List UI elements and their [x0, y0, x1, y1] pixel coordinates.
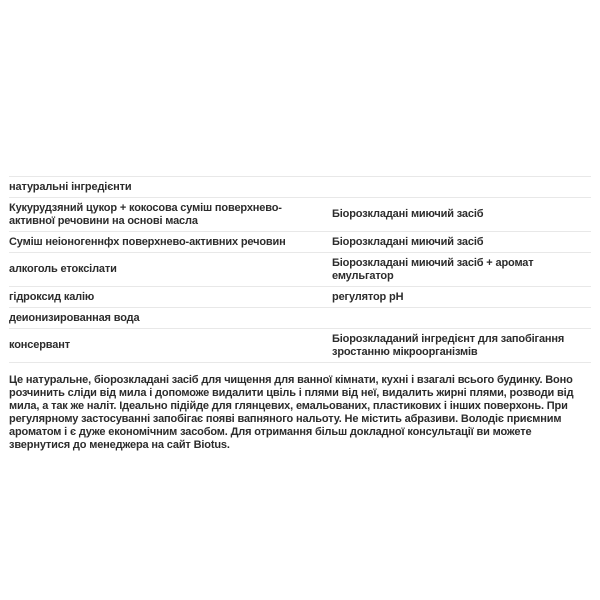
ingredient-name-cell: алкоголь етоксілати — [9, 263, 117, 275]
product-description-text: Це натуральне, біорозкладані засіб для чищення для ванної кімнати, кухні і взагалі всього будинку. Воно розчинить сліди від мила і допоможе видалити цвіль і плями від неї, видалить жирні плями, розводи від мила, а так же наліт. Ідеально підійде для глянцевих, емальованих, пластикових і інших поверхонь. При регулярному застосуванні запобігає появі вапняного нальоту. Не містить абразиви. Володіє приємним ароматом і є дуже економічним засобом. Для отримання більш докладної консультації ви можете звернутися до менеджера на сайт Biotus. — [9, 374, 574, 451]
ingredients-table — [9, 176, 591, 363]
ingredient-name-cell: Суміш неіоногеннфх поверхнево-активних речовин — [9, 235, 286, 248]
ingredient-name-cell: деионизированная вода — [9, 311, 140, 324]
ingredient-name-cell: Кукурудзяний цукор + кокосова суміш поверхнево-активної речовини на основі масла — [9, 201, 282, 227]
ingredient-function-cell: Біорозкладаний інгредієнт для запобігання зростанню мікроорганізмів — [332, 332, 565, 358]
ingredient-function-cell: Біорозкладані миючий засіб — [332, 208, 484, 220]
table-row — [9, 307, 591, 328]
table-row — [9, 286, 591, 307]
ingredient-function-cell: Біорозкладані миючий засіб + аромат емульгатор — [332, 256, 534, 282]
ingredient-name-cell: гідроксид калію — [9, 290, 95, 303]
table-row — [9, 328, 591, 363]
table-row — [9, 197, 591, 231]
ingredient-name-cell: консервант — [9, 339, 70, 351]
table-row — [9, 252, 591, 286]
product-info-section — [9, 176, 591, 463]
ingredient-function-cell: Біорозкладані миючий засіб — [332, 235, 484, 248]
table-row — [9, 176, 591, 197]
table-row — [9, 231, 591, 252]
ingredient-function-cell: регулятор pH — [332, 290, 404, 303]
ingredient-name-cell: натуральні інгредієнти — [9, 180, 132, 193]
